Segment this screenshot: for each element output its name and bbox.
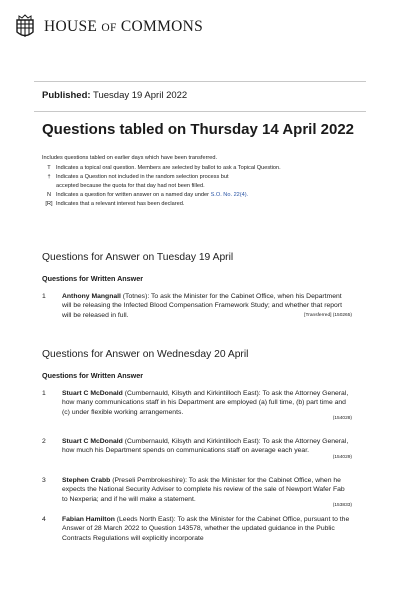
question-member: Stuart C McDonald: [62, 438, 123, 445]
question-item: [42, 389, 352, 423]
question-number: 4: [42, 516, 46, 523]
question-member: Stephen Crabb: [62, 477, 111, 484]
legend-item: [42, 200, 372, 209]
org-name-of: OF: [101, 22, 117, 34]
legend-text: accepted because the quota for that day had not been filled.: [56, 183, 205, 189]
question-body: [62, 476, 352, 510]
header: [14, 14, 203, 40]
question-text: To ask the Minister for the Cabinet Office, when his Department will be releasing the Infected Blood Compensation Framework Study; and whether that report will be released in full.: [62, 293, 342, 319]
org-name-last: COMMONS: [120, 18, 204, 35]
published-line: [42, 90, 187, 101]
question-item: [42, 515, 352, 543]
org-name-first: HOUSE: [44, 18, 98, 35]
question-body: [62, 389, 352, 423]
legend: [42, 154, 372, 209]
legend-item: [42, 173, 372, 182]
question-member: Fabian Hamilton: [62, 516, 115, 523]
question-member: Anthony Mangnall: [62, 293, 121, 300]
legend-text: Indicates a topical oral question. Members are selected by ballot to ask a Topical Question.: [56, 165, 281, 171]
question-constituency: (Preseli Pembrokeshire):: [112, 477, 188, 484]
section-heading: Questions for Answer on Wednesday 20 April: [42, 349, 249, 360]
question-constituency: (Leeds North East):: [116, 516, 176, 523]
question-item: [42, 476, 352, 510]
divider-bottom: [34, 111, 366, 112]
question-text: To ask the Attorney General, how many communications staff in his Department are employed (a) full time, (b) part time and (c) under flexible working arrangements.: [62, 390, 349, 416]
section-heading: Questions for Answer on Tuesday 19 April: [42, 252, 234, 263]
legend-text: Indicates a Question not included in the random selection process but: [56, 174, 229, 180]
legend-item: [42, 191, 372, 200]
question-ref: (154028): [332, 416, 352, 422]
portcullis-logo-icon: [14, 14, 36, 40]
legend-item: [42, 182, 372, 191]
legend-symbol: [R]: [45, 201, 53, 207]
published-label: Published:: [42, 90, 91, 101]
section-subheading: Questions for Written Answer: [42, 274, 144, 283]
question-constituency: (Totnes):: [122, 293, 150, 300]
legend-intro: Includes questions tabled on earlier days which have been transferred.: [42, 155, 218, 161]
question-body: [62, 437, 352, 462]
question-item: [42, 437, 352, 462]
question-constituency: (Cumbernauld, Kilsyth and Kirkintilloch East):: [124, 390, 261, 397]
legend-item: [42, 164, 372, 173]
legend-text-main: Indicates a question for written answer on a named day under: [56, 192, 209, 198]
question-body: [62, 515, 352, 543]
legend-symbol: N: [46, 192, 52, 198]
question-body: [62, 292, 352, 320]
page-title: Questions tabled on Thursday 14 April 2022: [42, 121, 355, 138]
question-constituency: (Cumbernauld, Kilsyth and Kirkintilloch East):: [124, 438, 261, 445]
question-item: [42, 292, 352, 320]
section-subheading: Questions for Written Answer: [42, 371, 144, 380]
standing-order-link[interactable]: S.O. No. 22(4).: [210, 192, 249, 198]
question-text: To ask the Attorney General, how much his Department spends on communications staff on average each year.: [62, 438, 349, 455]
legend-symbol: †: [47, 174, 51, 180]
organisation-name: [44, 18, 203, 36]
legend-text: [56, 191, 248, 200]
question-ref: (153833): [332, 503, 352, 509]
legend-symbol: [42, 182, 56, 191]
legend-symbol: T: [47, 165, 51, 171]
question-number: 3: [42, 477, 46, 484]
question-number: 1: [42, 390, 46, 397]
question-number: 2: [42, 438, 46, 445]
question-member: Stuart C McDonald: [62, 390, 123, 397]
divider-top: [34, 81, 366, 82]
legend-text: Indicates that a relevant interest has been declared.: [56, 201, 185, 207]
question-text: To ask the Minister for the Cabinet Office, pursuant to the Answer of 28 March 2022 to Question 143578, whether the updated guidance in the Public Contracts Regulations will explicitly incorporate: [62, 516, 350, 542]
published-date: Tuesday 19 April 2022: [93, 90, 188, 101]
question-ref: [Transferred] (150265): [304, 312, 352, 318]
question-number: 1: [42, 293, 46, 300]
question-ref: (154029): [332, 454, 352, 460]
question-text: To ask the Minister for the Cabinet Office, when he expects the National Security Adviser to complete his review of the sale of Newport Wafer Fab to Nexperia; and if he will make a statement.: [62, 477, 345, 503]
